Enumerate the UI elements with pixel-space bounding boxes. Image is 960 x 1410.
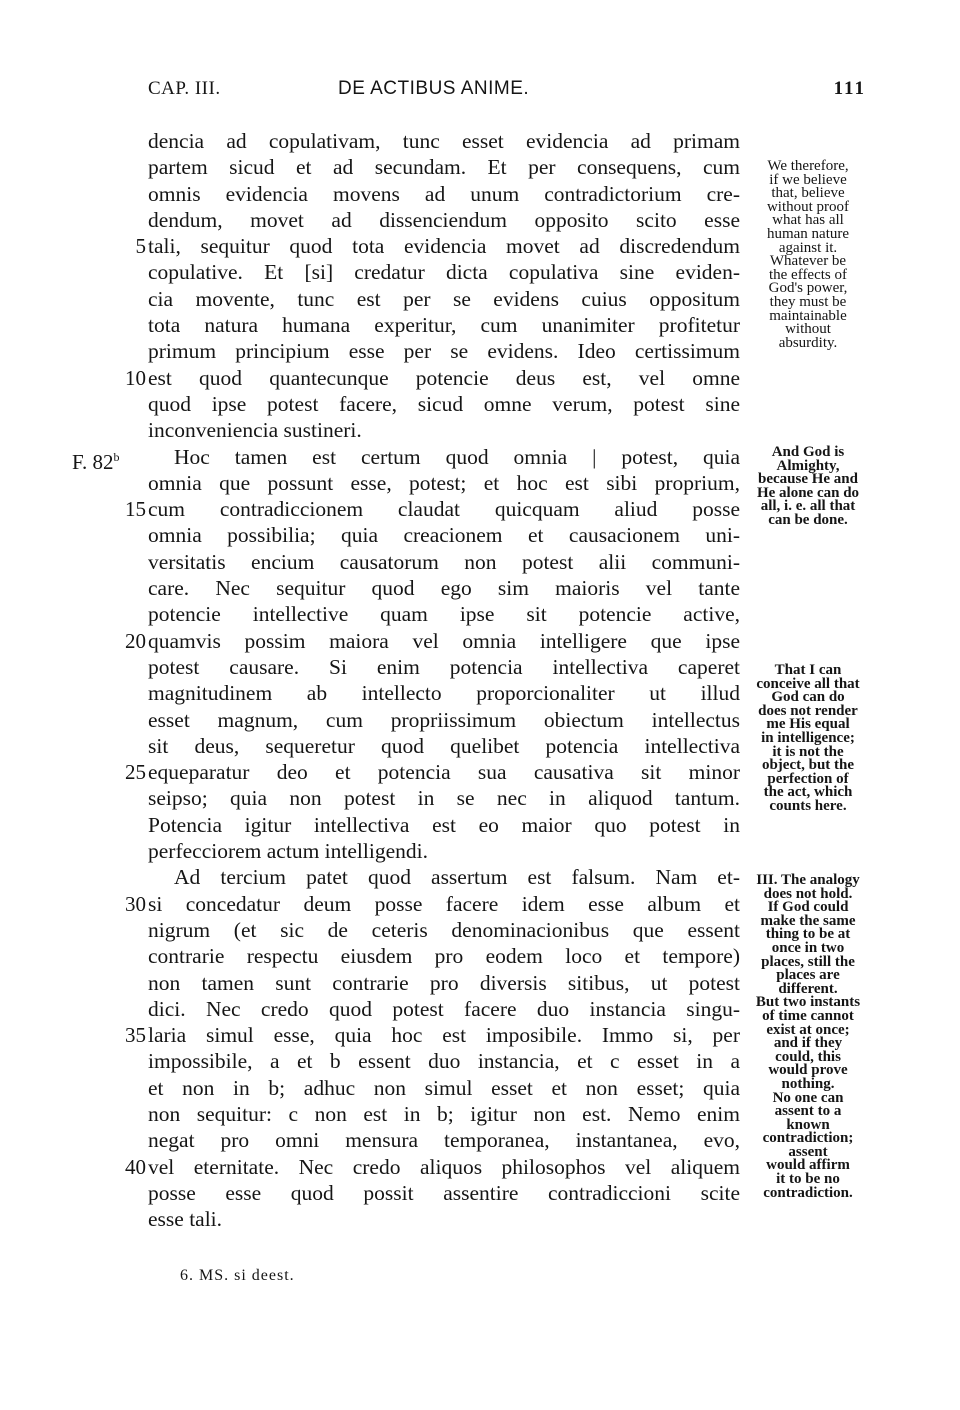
line-text: magnitudinem ab intellecto proporcionaliter ut illud [148, 681, 740, 706]
line-text: tota natura humana experitur, cum unanimiter profitetur [148, 313, 740, 338]
marginal-note-line: Almighty, [776, 457, 840, 474]
marginal-note-line: the act, which [763, 784, 853, 801]
text-line [148, 286, 740, 312]
line-text: non tamen sunt contrarie pro diversis sitibus, ut potest [148, 970, 740, 995]
marginal-note-line: if we believe [769, 171, 847, 188]
marginal-note-line: in intelligence; [761, 729, 855, 746]
marginal-note-line: And God is [771, 444, 845, 460]
line-text: esse tali. [148, 1207, 223, 1232]
text-line [148, 338, 740, 364]
line-text: Ad tercium patet quod assertum est falsum. Nam et- [174, 865, 740, 890]
marginal-note-line: No one can [772, 1089, 844, 1106]
line-text: negat pro omni mensura temporanea, instantanea, evo, [148, 1128, 740, 1153]
text-line [125, 1154, 740, 1180]
running-title: DE ACTIBUS ANIME. [338, 78, 530, 99]
text-line [125, 891, 740, 917]
marginal-note-line: That I can [774, 662, 842, 678]
marginal-note-line: But two instants [755, 994, 861, 1011]
text-line [148, 470, 740, 496]
line-text: posse esse quod possit assentire contradiccioni scite [148, 1180, 740, 1205]
line-text: non sequitur: c non est in b; igitur non est. Nemo enim [148, 1101, 740, 1126]
marginal-note-line: maintainable [769, 307, 847, 324]
chapter-label: CAP. III. [148, 78, 221, 99]
marginal-note-line: exist at once; [766, 1021, 850, 1038]
line-text: inconveniencia sustineri. [148, 418, 362, 443]
marginal-note-line: different. [778, 980, 838, 997]
marginal-note-line: nothing. [781, 1075, 835, 1092]
line-text: perfecciorem actum intelligendi. [148, 839, 428, 864]
line-number: 10 [125, 365, 146, 390]
line-number: 15 [125, 497, 146, 522]
marginal-note-line: counts here. [769, 797, 847, 814]
line-text: partem sicud et ad secundam. Et per consequens, cum [148, 155, 740, 180]
text-line [148, 838, 740, 864]
text-line [125, 759, 740, 785]
marginal-note-line: can be done. [768, 511, 848, 528]
text-line [148, 154, 740, 180]
line-text: si concedatur deum posse facere idem esse album et [148, 891, 740, 916]
text-line [148, 391, 740, 417]
marginal-note-line: perfection of [767, 770, 849, 787]
line-text: omnis evidencia movens ad unum contradictorium cre- [148, 181, 740, 206]
marginal-note-line: does not hold. [763, 885, 853, 902]
marginal-note-line: III. The analogy [756, 872, 860, 888]
line-text: sit deus, sequeretur quod quelibet potencia intellectiva [148, 733, 740, 758]
marginal-note-line: places, still the [761, 953, 855, 970]
marginal-note-line: what has all [772, 212, 844, 229]
folio-mark [72, 444, 120, 475]
marginal-note-line: God's power, [768, 280, 848, 297]
line-text: cum contradiccionem claudat quicquam aliud posse [148, 497, 740, 522]
line-text: potest causare. Si enim potencia intellectiva caperet [148, 654, 740, 679]
line-number: 25 [125, 760, 146, 785]
text-line [125, 628, 740, 654]
line-text: equeparatur deo et potencia sua causativa sit minor [148, 760, 740, 785]
marginal-note-line: known [786, 1116, 830, 1133]
text-line [148, 1127, 740, 1153]
line-text: copulative. Et [si] credatur dicta copulativa sine eviden- [148, 260, 740, 285]
marginal-note-line: against it. [778, 239, 838, 256]
text-line [148, 207, 740, 233]
line-text: dencia ad copulativam, tunc esset evidencia ad primam [148, 129, 740, 153]
line-text: dici. Nec credo quod potest facere duo instancia singu- [148, 996, 740, 1021]
marginal-note-line: would affirm [766, 1157, 850, 1174]
marginal-note-line: conceive all that [756, 675, 860, 692]
text-line [125, 496, 740, 522]
text-line [72, 444, 740, 474]
marginal-note-line: it to be no [776, 1171, 840, 1188]
text-line [148, 417, 740, 443]
marginal-note-line: me His equal [766, 716, 850, 733]
marginal-note-line: they must be [769, 293, 847, 310]
marginal-note-line: once in two [771, 939, 845, 956]
line-number: 30 [125, 891, 146, 916]
text-line [148, 1180, 740, 1206]
text-line [125, 1022, 740, 1048]
marginal-note-line: of time cannot [762, 1007, 854, 1024]
marginal-note-line: without proof [766, 198, 850, 215]
marginal-note-1 [744, 160, 872, 350]
marginal-note-line: and if they [773, 1035, 843, 1052]
marginal-note-2 [744, 446, 872, 528]
footnote: 6. MS. si deest. [180, 1267, 295, 1284]
text-line [125, 365, 740, 391]
text-line [148, 943, 740, 969]
line-number: 35 [125, 1023, 146, 1048]
text-line [148, 549, 740, 575]
line-text: quod ipse potest facere, sicud omne verum, potest sine [148, 391, 740, 416]
marginal-note-line: Whatever be [769, 253, 847, 270]
marginal-note-4 [744, 874, 872, 1200]
line-number: 20 [125, 628, 146, 653]
main-text [72, 128, 740, 1232]
line-text: contrarie respectu eiusdem pro eodem loco et tempore) [148, 944, 740, 969]
line-text: nigrum (et sic de ceteris denominacionibus que essent [148, 917, 740, 942]
marginal-note-line: He alone can do [756, 484, 860, 501]
marginal-note-line: thing to be at [765, 926, 851, 943]
text-line [148, 181, 740, 207]
text-line [148, 601, 740, 627]
marginal-note-line: could, this [775, 1048, 841, 1065]
running-header [148, 78, 876, 104]
line-text: primum principium esse per se evidens. Ideo certissimum [148, 339, 740, 364]
line-text: potencie intellective quam ipse sit potencie active, [148, 602, 740, 627]
marginal-note-line: does not render [758, 702, 858, 719]
text-line [148, 864, 740, 890]
line-number: 5 [135, 234, 146, 259]
line-text: vel eternitate. Nec credo aliquos philosophos vel aliquem [148, 1154, 740, 1179]
marginal-note-line: because He and [757, 471, 858, 488]
text-line [148, 680, 740, 706]
marginal-note-line: without [785, 321, 831, 338]
text-line [148, 785, 740, 811]
folio-superscript: b [113, 449, 120, 464]
marginal-note-line: assent to a [774, 1103, 842, 1120]
marginal-note-line: all, i. e. all that [760, 498, 856, 515]
line-text: impossibile, a et b essent duo instancia, et c esset in a [148, 1049, 740, 1074]
marginal-note-3 [744, 664, 872, 814]
text-line [148, 1075, 740, 1101]
text-line [148, 1048, 740, 1074]
text-line [148, 575, 740, 601]
text-line [148, 996, 740, 1022]
marginal-note-line: places are [776, 967, 840, 984]
marginal-note-line: the effects of [768, 266, 848, 283]
marginal-note-line: absurdity. [778, 334, 838, 351]
line-text: Hoc tamen est certum quod omnia | potest, quia [174, 444, 740, 469]
marginal-note-line: If God could [767, 899, 849, 916]
line-text: esset magnum, cum propriissimum obiectum intellectus [148, 707, 740, 732]
marginal-note-line: contradiction. [763, 1184, 853, 1201]
line-text: cia movente, tunc est per se evidens cuius oppositum [148, 286, 740, 311]
text-line [148, 128, 740, 154]
text-line [148, 312, 740, 338]
text-line [148, 733, 740, 759]
marginal-note-line: would prove [768, 1062, 848, 1079]
folio-label: F. 82 [72, 449, 114, 474]
marginal-note-line: that, believe [771, 185, 845, 202]
marginal-note-line: object, but the [761, 757, 855, 774]
line-text: seipso; quia non potest in se nec in aliquod tantum. [148, 786, 740, 811]
line-text: est quod quantecunque potencie deus est, vel omne [148, 365, 740, 390]
line-text: dendum, movet ad dissenciendum opposito scito esse [148, 207, 740, 232]
line-text: quamvis possim maiora vel omnia intelligere que ipse [148, 628, 740, 653]
line-text: laria simul esse, quia hoc est imposibile. Immo si, per [148, 1023, 740, 1048]
text-line [148, 917, 740, 943]
marginal-note-line: make the same [760, 912, 856, 929]
marginal-note-line: human nature [766, 225, 850, 242]
text-line [148, 1101, 740, 1127]
text-line [148, 707, 740, 733]
text-line [135, 233, 740, 259]
marginal-note-line: God can do [771, 689, 845, 706]
text-line [148, 812, 740, 838]
marginal-note-line: contradiction; [762, 1130, 854, 1147]
line-text: et non in b; adhuc non simul esset et non esset; quia [148, 1075, 740, 1100]
line-text: versitatis encium causatorum non potest alii communi- [148, 549, 740, 574]
page-number: 111 [833, 78, 866, 99]
line-text: tali, sequitur quod tota evidencia movet ad discredendum [148, 234, 740, 259]
line-text: omnia possibilia; quia creacionem et causacionem uni- [148, 523, 740, 548]
line-text: Potencia igitur intellectiva est eo maior quo potest in [148, 812, 740, 837]
marginal-note-line: it is not the [772, 743, 844, 760]
marginal-note-line: We therefore, [767, 158, 849, 174]
line-text: omnia que possunt esse, potest; et hoc est sibi proprium, [148, 470, 740, 495]
marginal-note-line: assent [788, 1143, 828, 1160]
line-text: care. Nec sequitur quod ego sim maioris vel tante [148, 576, 740, 601]
text-line [148, 970, 740, 996]
line-number: 40 [125, 1154, 146, 1179]
text-line [148, 1206, 740, 1232]
text-line [148, 522, 740, 548]
text-line [148, 654, 740, 680]
text-line [148, 259, 740, 285]
